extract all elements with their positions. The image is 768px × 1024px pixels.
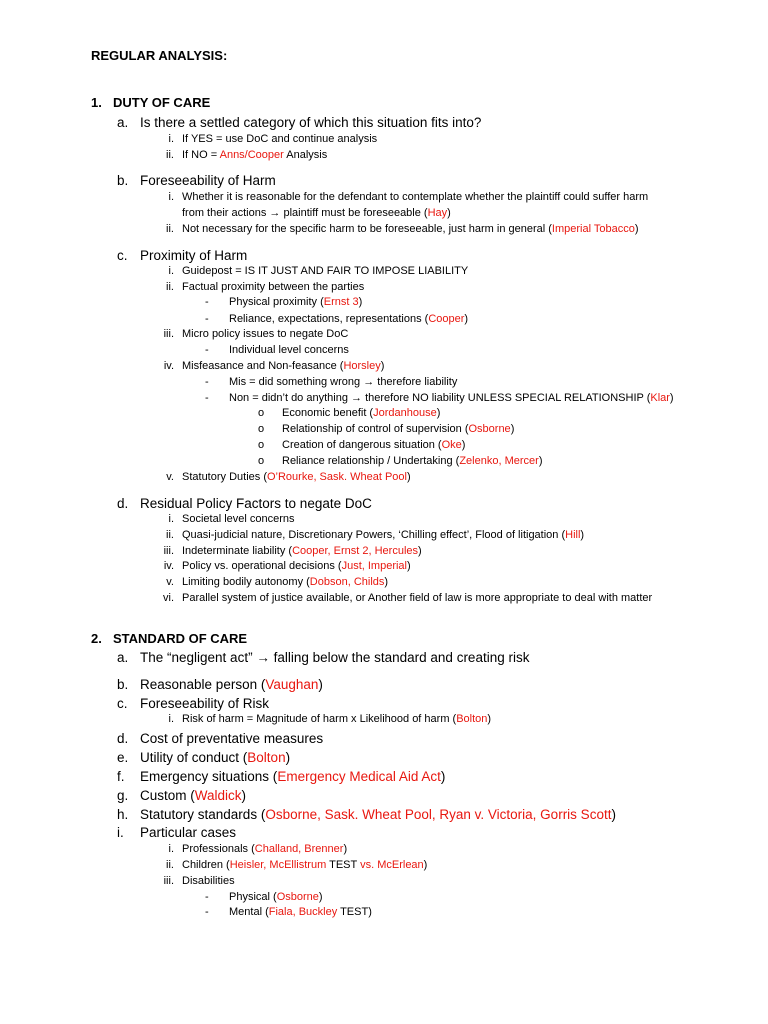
text-segment: ) [380, 360, 385, 372]
outline-item [282, 440, 465, 451]
section-heading [113, 632, 247, 645]
text-segment: ) [343, 843, 348, 855]
list-marker: ii. [166, 281, 174, 293]
text-segment: Risk of harm = Magnitude of harm x Likelihood of harm ( [182, 713, 457, 725]
arrow-right-icon: → [351, 392, 363, 404]
case-citation: vs. McErlean [360, 859, 424, 871]
case-citation: Hill [565, 529, 581, 541]
text-segment: Particular cases [140, 825, 237, 840]
case-citation: Vaughan [265, 677, 319, 692]
outline-item [182, 514, 295, 525]
outline-item [182, 208, 451, 219]
case-citation: Cooper [428, 313, 465, 325]
text-segment: Guidepost = IS IT JUST AND FAIR TO IMPOSE LIABILITY [182, 265, 469, 277]
list-marker: o [258, 423, 265, 435]
case-citation: Bolton [456, 713, 488, 725]
text-segment: ) [285, 750, 291, 765]
text-segment: ) [384, 576, 389, 588]
outline-item [140, 497, 372, 511]
outline-item [282, 424, 514, 435]
list-marker: a. [117, 115, 129, 130]
outline-item [140, 697, 269, 711]
list-marker: - [205, 344, 209, 356]
text-segment: ) [407, 471, 411, 483]
text-segment: plaintiff must be foreseeable ( [280, 207, 428, 219]
text-segment: Mis = did something wrong [229, 376, 364, 388]
list-marker: o [258, 407, 265, 419]
list-marker: ii. [166, 859, 174, 871]
section-heading [113, 96, 210, 109]
text-segment: Statutory Duties ( [182, 471, 267, 483]
text-segment: Reliance, expectations, representations ( [229, 313, 429, 325]
list-marker: vi. [163, 592, 174, 604]
case-citation: Waldick [194, 788, 242, 803]
case-citation: Osborne [468, 423, 511, 435]
text-segment: Factual proximity between the parties [182, 281, 365, 293]
text-segment: Policy vs. operational decisions ( [182, 560, 342, 572]
list-marker: e. [117, 750, 129, 765]
section-heading [91, 49, 227, 62]
list-marker: 1. [91, 95, 102, 110]
outline-item [182, 361, 384, 372]
text-segment: The “negligent act” [140, 650, 257, 665]
text-segment: Foreseeability of Risk [140, 696, 270, 711]
case-citation: Ernst 3 [323, 296, 359, 308]
outline-item [182, 844, 347, 855]
text-segment: Limiting bodily autonomy ( [182, 576, 310, 588]
text-segment: Proximity of Harm [140, 248, 248, 263]
text-segment: Foreseeability of Harm [140, 173, 276, 188]
text-segment: ) [669, 392, 674, 404]
case-citation: Cooper, Ernst 2, Hercules [292, 545, 419, 557]
outline-item [182, 150, 327, 161]
text-segment: Quasi-judicial nature, Discretionary Powers, ‘Chilling effect’, Flood of litigation ( [182, 529, 566, 541]
list-marker: - [205, 376, 209, 388]
list-marker: - [205, 313, 209, 325]
list-marker: d. [117, 731, 129, 746]
case-citation: Horsley [343, 360, 381, 372]
outline-item [229, 393, 674, 404]
list-marker: i. [117, 825, 124, 840]
text-segment: Not necessary for the specific harm to be foreseeable, just harm in general ( [182, 223, 552, 235]
text-segment: If NO = [182, 149, 220, 161]
list-marker: d. [117, 496, 129, 511]
text-segment: Non = didn’t do anything [229, 392, 352, 404]
list-marker: iii. [163, 328, 174, 340]
list-marker: i. [168, 843, 174, 855]
text-segment: falling below the standard and creating risk [269, 650, 530, 665]
case-citation: Just, Imperial [341, 560, 407, 572]
outline-item [229, 907, 372, 918]
text-segment: ) [487, 713, 492, 725]
case-citation: Jordanhouse [373, 407, 437, 419]
case-citation: Zelenko, Mercer [459, 455, 539, 467]
outline-item [182, 860, 427, 871]
outline-item [140, 249, 247, 263]
outline-item [182, 530, 584, 541]
text-segment: Residual Policy Factors to negate DoC [140, 496, 372, 511]
outline-item [140, 770, 445, 784]
outline-item [182, 329, 348, 340]
outline-item [182, 577, 388, 588]
text-segment: therefore liability [374, 376, 458, 388]
outline-item [140, 789, 246, 803]
text-segment: Societal level concerns [182, 513, 295, 525]
outline-item [229, 314, 468, 325]
list-marker: - [205, 906, 209, 918]
text-segment: ) [538, 455, 543, 467]
case-citation: Anns/Cooper [219, 149, 284, 161]
outline-item [282, 408, 440, 419]
outline-item [140, 808, 616, 822]
text-segment: Misfeasance and Non-feasance ( [182, 360, 344, 372]
arrow-right-icon: → [269, 207, 281, 219]
text-segment: TEST [326, 859, 361, 871]
list-marker: h. [117, 807, 129, 822]
text-segment: Whether it is reasonable for the defendant to contemplate whether the plaintiff could suffer harm [182, 191, 649, 203]
list-marker: - [205, 296, 209, 308]
text-segment: ) [447, 207, 451, 219]
text-segment: Cost of preventative measures [140, 731, 324, 746]
text-segment: ) [440, 769, 446, 784]
outline-item [182, 266, 468, 277]
text-segment: Parallel system of justice available, or Another field of law is more appropriate to deal with matter [182, 592, 653, 604]
text-segment: REGULAR ANALYSIS: [91, 48, 228, 63]
text-segment: Micro policy issues to negate DoC [182, 328, 349, 340]
list-marker: - [205, 392, 209, 404]
text-segment: Reliance relationship / Undertaking ( [282, 455, 460, 467]
text-segment: Physical ( [229, 891, 277, 903]
text-segment: Statutory standards ( [140, 807, 266, 822]
text-segment: ) [418, 545, 422, 557]
list-marker: - [205, 891, 209, 903]
text-segment: Individual level concerns [229, 344, 349, 356]
case-citation: Fiala, Buckley [268, 906, 338, 918]
text-segment: Children ( [182, 859, 230, 871]
list-marker: o [258, 455, 265, 467]
outline-item [182, 134, 377, 145]
text-segment: Physical proximity ( [229, 296, 324, 308]
outline-item [140, 751, 290, 765]
outline-item [140, 174, 276, 188]
case-citation: Klar [650, 392, 670, 404]
text-segment: Disabilities [182, 875, 235, 887]
list-marker: 2. [91, 631, 102, 646]
text-segment: Creation of dangerous situation ( [282, 439, 442, 451]
text-segment: Utility of conduct ( [140, 750, 248, 765]
list-marker: c. [117, 696, 128, 711]
outline-item [229, 892, 323, 903]
case-citation: Bolton [247, 750, 286, 765]
text-segment: ) [436, 407, 441, 419]
text-segment: ) [461, 439, 466, 451]
list-marker: v. [166, 576, 174, 588]
outline-item [140, 678, 323, 692]
list-marker: a. [117, 650, 129, 665]
list-marker: ii. [166, 223, 174, 235]
list-marker: i. [168, 265, 174, 277]
arrow-right-icon: → [256, 650, 270, 665]
case-citation: Osborne, Sask. Wheat Pool, Ryan v. Victoria, Gorris Scott [265, 807, 612, 822]
text-segment: ) [634, 223, 639, 235]
list-marker: g. [117, 788, 129, 803]
list-marker: iii. [163, 875, 174, 887]
list-marker: i. [168, 191, 174, 203]
list-marker: i. [168, 713, 174, 725]
text-segment: ) [580, 529, 585, 541]
outline-item [140, 732, 323, 746]
outline-item [282, 456, 542, 467]
text-segment: Indeterminate liability ( [182, 545, 293, 557]
list-marker: b. [117, 677, 129, 692]
case-citation: Challand, Brenner [254, 843, 344, 855]
text-segment: Mental ( [229, 906, 269, 918]
case-citation: Hay [427, 207, 448, 219]
outline-item [229, 297, 362, 308]
list-marker: o [258, 439, 265, 451]
text-segment: therefore NO liability UNLESS SPECIAL RELATIONSHIP ( [362, 392, 651, 404]
list-marker: iii. [163, 545, 174, 557]
list-marker: v. [166, 471, 174, 483]
text-segment: Relationship of control of supervision ( [282, 423, 469, 435]
text-segment: Custom ( [140, 788, 195, 803]
text-segment: ) [464, 313, 469, 325]
list-marker: c. [117, 248, 128, 263]
list-marker: iv. [163, 560, 174, 572]
outline-item [182, 593, 652, 604]
arrow-right-icon: → [363, 376, 375, 388]
text-segment: STANDARD OF CARE [113, 631, 248, 646]
text-segment: ) [611, 807, 616, 822]
case-citation: Oke [441, 439, 462, 451]
outline-item [182, 472, 411, 483]
outline-item [140, 826, 236, 840]
case-citation: Emergency Medical Aid Act [277, 769, 441, 784]
list-marker: ii. [166, 149, 174, 161]
outline-item [182, 282, 364, 293]
outline-item [182, 224, 639, 235]
case-citation: Dobson, Childs [309, 576, 385, 588]
text-segment: Economic benefit ( [282, 407, 374, 419]
text-segment: ) [423, 859, 428, 871]
text-segment: Professionals ( [182, 843, 255, 855]
outline-item [140, 651, 529, 665]
text-segment: ) [318, 891, 323, 903]
case-citation: O’Rourke, Sask. Wheat Pool [266, 471, 407, 483]
outline-item [140, 116, 481, 130]
case-citation: Imperial Tobacco [551, 223, 635, 235]
outline-item [229, 377, 457, 388]
text-segment: Is there a settled category of which this situation fits into? [140, 115, 482, 130]
outline-item [182, 546, 422, 557]
outline-item [182, 192, 648, 203]
list-marker: i. [168, 133, 174, 145]
outline-item [182, 561, 411, 572]
list-marker: b. [117, 173, 129, 188]
list-marker: iv. [163, 360, 174, 372]
text-segment: ) [241, 788, 247, 803]
text-segment: DUTY OF CARE [113, 95, 211, 110]
list-marker: i. [168, 513, 174, 525]
text-segment: TEST) [337, 906, 372, 918]
text-segment: If YES = use DoC and continue analysis [182, 133, 378, 145]
text-segment: from their actions [182, 207, 270, 219]
outline-item [182, 714, 491, 725]
outline-item [182, 876, 235, 887]
text-segment: Analysis [283, 149, 328, 161]
text-segment: Reasonable person ( [140, 677, 266, 692]
text-segment: ) [358, 296, 363, 308]
list-marker: f. [117, 769, 125, 784]
case-citation: Heisler, McEllistrum [229, 859, 327, 871]
outline-item [229, 345, 349, 356]
text-segment: ) [407, 560, 411, 572]
text-segment: ) [318, 677, 323, 692]
text-segment: ) [510, 423, 515, 435]
text-segment: Emergency situations ( [140, 769, 278, 784]
case-citation: Osborne [276, 891, 319, 903]
list-marker: ii. [166, 529, 174, 541]
